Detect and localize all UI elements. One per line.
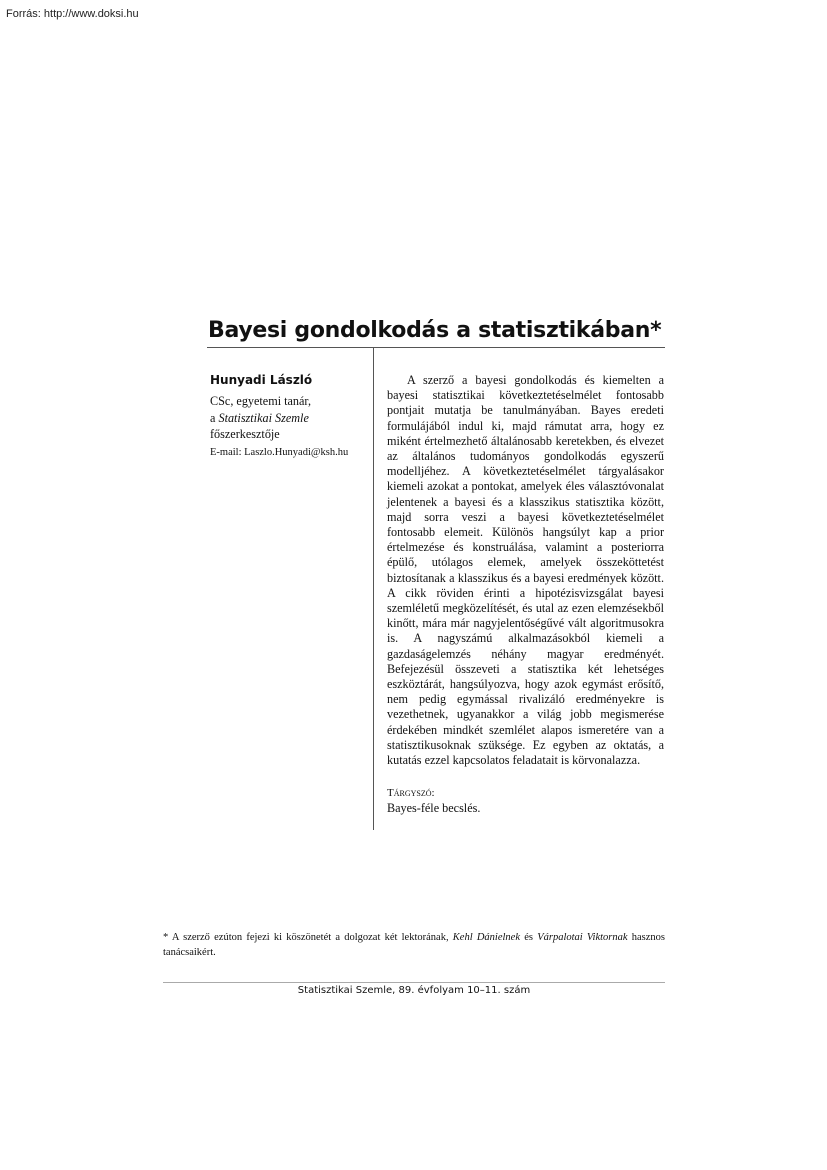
author-title: CSc, egyetemi tanár, xyxy=(210,394,312,408)
author-block xyxy=(210,373,365,458)
reviewer-2: Várpalotai Viktornak xyxy=(537,932,628,943)
footnote xyxy=(163,930,665,960)
keywords-block xyxy=(387,787,664,816)
author-role: főszerkesztője xyxy=(210,427,280,441)
author-affiliation-prefix: a xyxy=(210,410,219,425)
keywords-value: Bayes-féle becslés. xyxy=(387,801,481,815)
keywords-label: Tárgyszó: xyxy=(387,787,435,799)
abstract xyxy=(387,373,664,768)
author-email: E-mail: Laszlo.Hunyadi@ksh.hu xyxy=(210,446,349,458)
footer-rule xyxy=(163,982,665,983)
footnote-text-after: hasznos tanácsaikért. xyxy=(163,932,665,958)
footnote-and: és xyxy=(520,932,538,943)
author-name: Hunyadi László xyxy=(210,373,313,387)
journal-footer: Statisztikai Szemle, 89. évfolyam 10–11. szám xyxy=(297,985,531,996)
article-title: Bayesi gondolkodás a statisztikában* xyxy=(208,318,662,343)
journal-name: Statisztikai Szemle xyxy=(218,410,309,425)
source-url: Forrás: http://www.doksi.hu xyxy=(6,8,139,20)
column-divider xyxy=(373,348,374,830)
footnote-text-before: * A szerző ezúton fejezi ki köszönetét a dolgozat két lektorának, xyxy=(163,932,453,943)
reviewer-1: Kehl Dánielnek xyxy=(452,932,520,943)
title-rule xyxy=(207,347,665,348)
abstract-text: A szerző a bayesi gondolkodás és kiemelten a bayesi statisztikai következtetéselmélet fontosabb pontjait mutatja be tanulmányában. Bayes eredeti formulájából indul ki, majd rámutat arra, hogy ez miként értelmezhető általánosabb keretekben, és elvezet az általános tudományos gondolkodás egyszerű modelljéhez. A következtetéselmélet tárgyalásakor kiemeli azokat a pontokat, amelyek éles választóvonalat jelentenek a bayesi és a klasszikus statisztika között, majd sorra veszi a bayesi következtetéselmélet fontosabb elemeit. Különös hangsúlyt kap a prior értelmezése és konstruálása, valamint a posteriorra épülő, utólagos elemek, amelyek összeköttetést biztosítanak a klasszikus és a bayesi eredmények között. A cikk röviden érinti a hipotézisvizsgálat bayesi szemléletű megközelítését, és utal az ezen elemzésekből kinőtt, mára már nagyjelentőségűvé vált algoritmusokra is. A nagyszámú alkalmazásokból kiemeli a gazdaságelemzés néhány magyar eredményét. Befejezésül összeveti a statisztika két lehetséges eszköztárát, hangsúlyozva, hogy azok egymást erősítő, nem pedig egymással rivalizáló eredményekre is vezethetnek, ugyanakkor a világ jobb megismerése érdekében mindkét szemlélet alapos ismeretére van a statisztikusoknak szüksége. Ez egyben az oktatás, a kutatás ezzel kapcsolatos feladatait is körvonalazza. xyxy=(387,373,664,768)
author-affiliation xyxy=(210,410,365,427)
